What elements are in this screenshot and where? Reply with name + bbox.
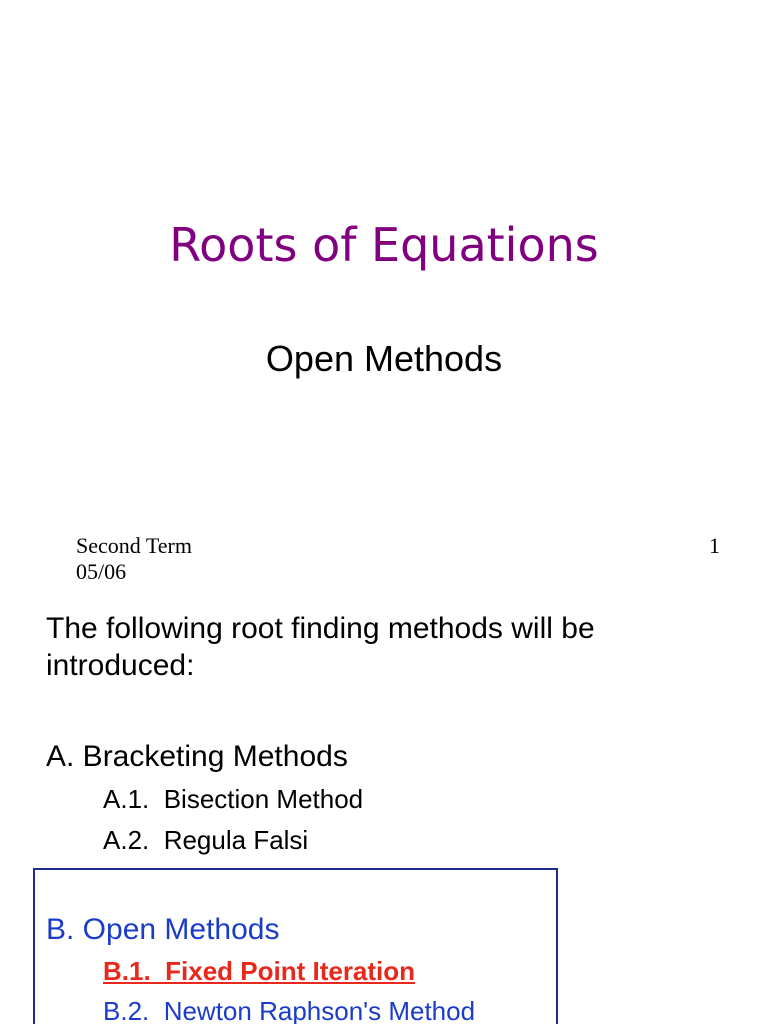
section-b-heading: B. Open Methods bbox=[46, 913, 280, 946]
footer-term bbox=[76, 533, 192, 583]
page-number: 1 bbox=[709, 533, 720, 558]
methods-slide bbox=[0, 583, 768, 1024]
list-item-b2: B.2. Newton Raphson's Method bbox=[103, 996, 476, 1024]
footer-term-line2: 05/06 bbox=[76, 559, 127, 583]
section-a-heading: A. Bracketing Methods bbox=[46, 740, 348, 773]
list-item-b1: B.1. Fixed Point Iteration bbox=[103, 956, 416, 986]
list-item-a1: A.1. Bisection Method bbox=[103, 784, 364, 814]
intro-text: The following root finding methods will be introduced: bbox=[46, 612, 595, 682]
slide-subtitle: Open Methods bbox=[265, 338, 503, 379]
list-item-a2: A.2. Regula Falsi bbox=[103, 825, 309, 855]
footer-term-line1: Second Term bbox=[76, 533, 192, 558]
slide-title: Roots of Equations bbox=[169, 218, 599, 272]
